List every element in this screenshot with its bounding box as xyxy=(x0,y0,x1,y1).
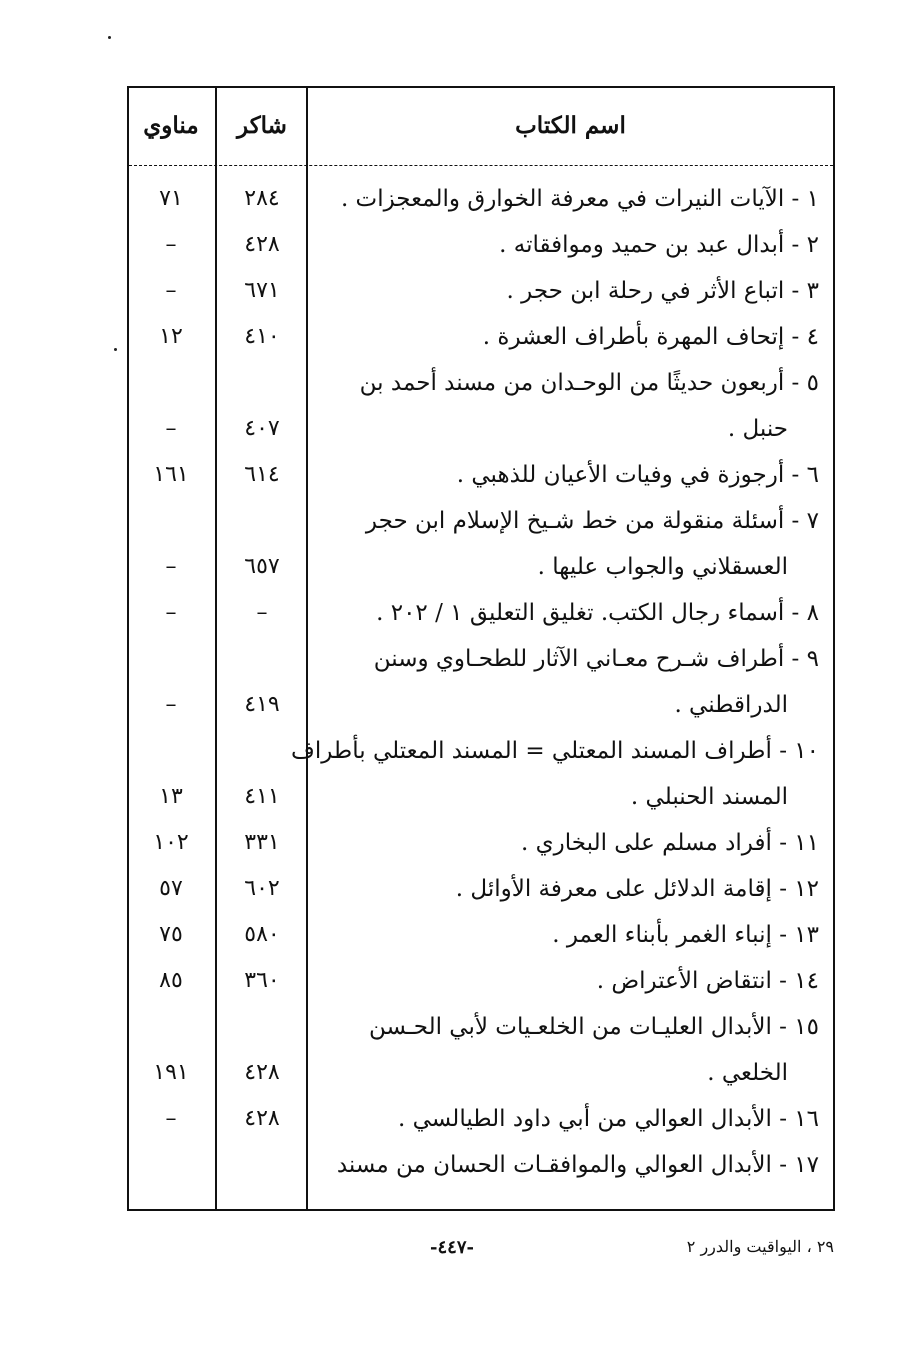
shakir-number: ٤٢٨ xyxy=(244,1106,280,1131)
table-row xyxy=(129,1050,833,1096)
shakir-number: ٦١٤ xyxy=(244,462,280,487)
page-number: -٤٤٧- xyxy=(430,1237,474,1258)
book-title: العسقلاني والجواب عليها . xyxy=(537,554,788,580)
shakir-number: ٦٧١ xyxy=(244,278,280,303)
shakir-number: ٦٥٧ xyxy=(244,554,280,579)
book-title: ٩ - أطراف شـرح معـاني الآثار للطحـاوي وسنن xyxy=(373,646,819,672)
shakir-number xyxy=(217,728,307,774)
manawi-number: ١٦١ xyxy=(153,462,189,487)
page-footer xyxy=(0,1237,904,1267)
manawi-number: ٧٥ xyxy=(159,922,183,947)
scan-speck xyxy=(114,348,117,351)
shakir-number: ٣٦٠ xyxy=(244,968,280,993)
book-title: المسند الحنبلي . xyxy=(630,784,788,810)
manawi-number xyxy=(126,1142,216,1188)
book-title: ٧ - أسئلة منقولة من خط شـيخ الإسلام ابن حجر xyxy=(365,508,819,534)
shakir-number: ٤١٩ xyxy=(244,692,280,717)
book-title: الخلعي . xyxy=(707,1060,788,1086)
manawi-number: – xyxy=(165,278,177,303)
shakir-number xyxy=(217,360,307,406)
table-row xyxy=(129,728,833,774)
book-title: ١٤ - انتقاض الأعتراض . xyxy=(596,968,819,994)
header-manawi: مناوي xyxy=(143,112,199,139)
table-row xyxy=(129,1142,833,1188)
book-title: الدراقطني . xyxy=(674,692,788,718)
scan-speck xyxy=(108,36,111,39)
table-row xyxy=(129,222,833,268)
manawi-number: – xyxy=(165,554,177,579)
book-title: ٥ - أربعون حديثًا من الوحـدان من مسند أحمد بن xyxy=(359,370,819,396)
manawi-number: – xyxy=(165,692,177,717)
table-row xyxy=(129,268,833,314)
book-title: ١٢ - إقامة الدلائل على معرفة الأوائل . xyxy=(455,876,819,902)
shakir-number xyxy=(217,498,307,544)
table-row xyxy=(129,406,833,452)
manawi-number: ١٠٢ xyxy=(153,830,189,855)
shakir-number xyxy=(217,636,307,682)
header-divider xyxy=(129,165,833,166)
manawi-number xyxy=(126,1004,216,1050)
book-title: ١٥ - الأبدال العليـات من الخلعـيات لأبي الحـسن xyxy=(368,1014,819,1040)
table-row xyxy=(129,820,833,866)
shakir-number: – xyxy=(256,600,268,625)
table-row xyxy=(129,176,833,222)
table-row xyxy=(129,544,833,590)
shakir-number: ٥٨٠ xyxy=(244,922,280,947)
book-title: ٦ - أرجوزة في وفيات الأعيان للذهبي . xyxy=(456,462,819,488)
manawi-number: ١٩١ xyxy=(153,1060,189,1085)
manawi-number: ٧١ xyxy=(159,186,183,211)
book-title: ١ - الآيات النيرات في معرفة الخوارق والمعجزات . xyxy=(340,186,819,212)
table-row xyxy=(129,636,833,682)
manawi-number: ٨٥ xyxy=(159,968,183,993)
book-title: حنبل . xyxy=(727,416,788,442)
manawi-number xyxy=(126,360,216,406)
table-row xyxy=(129,1004,833,1050)
table-row xyxy=(129,912,833,958)
header-title: اسم الكتاب xyxy=(515,112,626,139)
book-title: ١٣ - إنباء الغمر بأبناء العمر . xyxy=(552,922,819,948)
manawi-number: ١٣ xyxy=(159,784,183,809)
table-row xyxy=(129,958,833,1004)
manawi-number xyxy=(126,498,216,544)
manawi-number: ١٢ xyxy=(159,324,183,349)
book-title: ١٧ - الأبدال العوالي والموافقـات الحسان من مسند xyxy=(336,1152,819,1178)
book-title: ١١ - أفراد مسلم على البخاري . xyxy=(521,830,819,856)
shakir-number: ٤٠٧ xyxy=(244,416,280,441)
shakir-number xyxy=(217,1142,307,1188)
table-row xyxy=(129,360,833,406)
manawi-number xyxy=(126,728,216,774)
shakir-number: ٢٨٤ xyxy=(244,186,280,211)
manawi-number: – xyxy=(165,416,177,441)
shakir-number xyxy=(217,1004,307,1050)
books-table xyxy=(127,86,835,1211)
shakir-number: ٣٣١ xyxy=(244,830,280,855)
table-row xyxy=(129,682,833,728)
table-row xyxy=(129,774,833,820)
table-row xyxy=(129,314,833,360)
book-title: ١٠ - أطراف المسند المعتلي = المسند المعتلي بأطراف xyxy=(291,738,819,764)
manawi-number: – xyxy=(165,232,177,257)
manawi-number: – xyxy=(165,600,177,625)
shakir-number: ٤٢٨ xyxy=(244,1060,280,1085)
header-shakir: شاكر xyxy=(237,112,287,139)
table-row xyxy=(129,452,833,498)
table-row xyxy=(129,498,833,544)
book-title: ٤ - إتحاف المهرة بأطراف العشرة . xyxy=(482,324,819,350)
table-row xyxy=(129,866,833,912)
book-title: ١٦ - الأبدال العوالي من أبي داود الطيالسي . xyxy=(398,1106,819,1132)
manawi-number: – xyxy=(165,1106,177,1131)
table-row xyxy=(129,590,833,636)
manawi-number: ٥٧ xyxy=(159,876,183,901)
book-title: ٨ - أسماء رجال الكتب. تغليق التعليق ١ / ٢٠٢ . xyxy=(376,600,819,626)
shakir-number: ٦٠٢ xyxy=(244,876,280,901)
book-title: ٣ - اتباع الأثر في رحلة ابن حجر . xyxy=(506,278,819,304)
shakir-number: ٤١٠ xyxy=(244,324,280,349)
book-title: ٢ - أبدال عبد بن حميد وموافقاته . xyxy=(499,232,819,258)
footer-volume-label: ٢٩ ، اليواقيت والدرر ٢ xyxy=(686,1237,834,1256)
manawi-number xyxy=(126,636,216,682)
table-row xyxy=(129,1096,833,1142)
shakir-number: ٤٢٨ xyxy=(244,232,280,257)
shakir-number: ٤١١ xyxy=(244,784,280,809)
